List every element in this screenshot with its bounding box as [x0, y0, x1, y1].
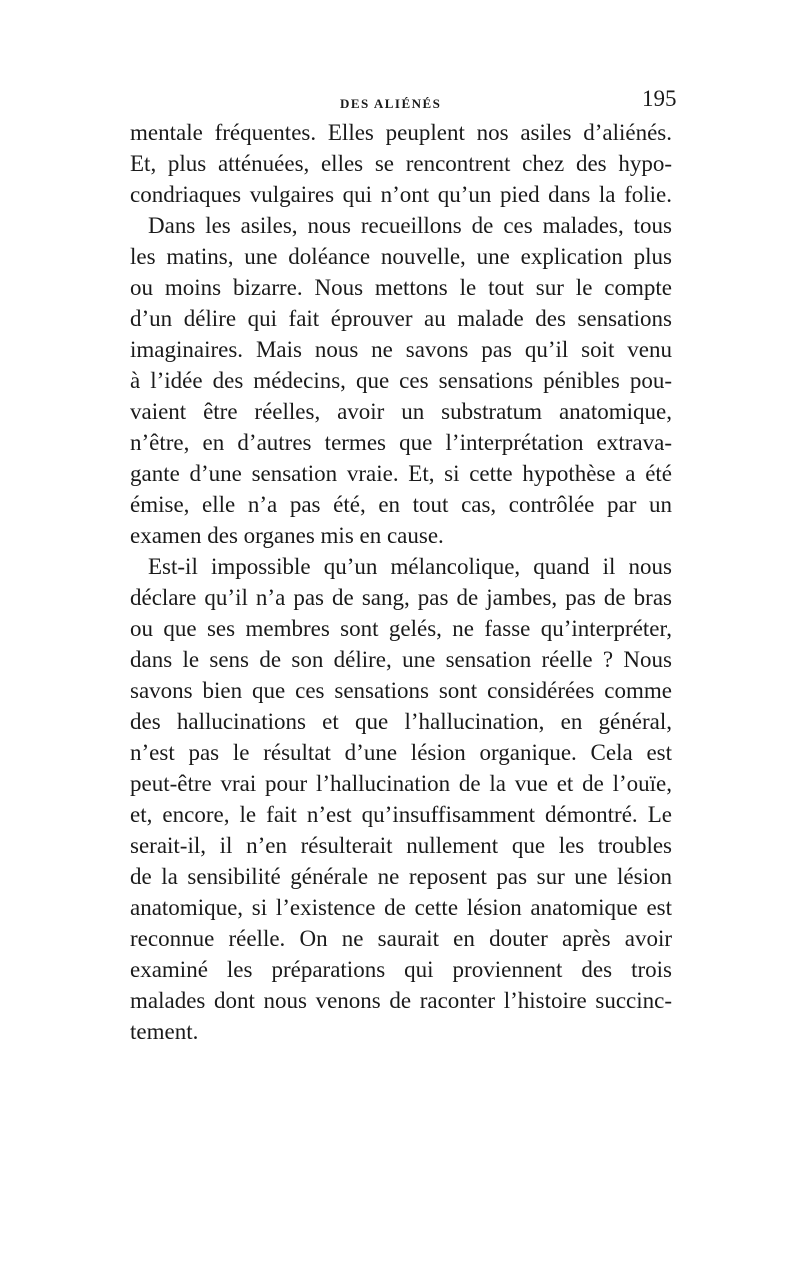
text-line: examiné les préparations qui proviennent des trois [130, 957, 672, 982]
text-line: ou moins bizarre. Nous mettons le tout sur le compte [130, 275, 672, 300]
text-line: mentale fréquentes. Elles peuplent nos asiles d’aliénés. [130, 120, 672, 145]
text-line: n’être, en d’autres termes que l’interprétation extrava- [130, 430, 672, 455]
text-line: peut-être vrai pour l’hallucination de la vue et de l’ouïe, [130, 771, 672, 796]
text-line: reconnue réelle. On ne saurait en douter après avoir [130, 926, 672, 951]
text-line: déclare qu’il n’a pas de sang, pas de jambes, pas de bras [130, 585, 672, 610]
text-line: ou que ses membres sont gelés, ne fasse qu’interpréter, [130, 616, 672, 641]
text-line: dans le sens de son délire, une sensation réelle ? Nous [130, 647, 672, 672]
text-line: condriaques vulgaires qui n’ont qu’un pied dans la folie. [130, 182, 672, 207]
text-line: et, encore, le fait n’est qu’insuffisamment démontré. Le [130, 802, 672, 827]
page-number: 195 [642, 86, 677, 111]
text-line: les matins, une doléance nouvelle, une explication plus [130, 244, 672, 269]
paragraph-start-line: Dans les asiles, nous recueillons de ces malades, tous [148, 213, 672, 238]
text-line: des hallucinations et que l’hallucination, en général, [130, 709, 672, 734]
paragraph-end-line: examen des organes mis en cause. [130, 523, 444, 548]
text-line: d’un délire qui fait éprouver au malade des sensations [130, 306, 672, 331]
body-text [130, 117, 672, 1047]
text-line: émise, elle n’a pas été, en tout cas, contrôlée par un [130, 492, 672, 517]
text-line: de la sensibilité générale ne reposent pas sur une lésion [130, 864, 672, 889]
text-line: serait-il, il n’en résulterait nullement que les troubles [130, 833, 672, 858]
text-line: malades dont nous venons de raconter l’histoire succinc- [130, 988, 672, 1013]
text-line: n’est pas le résultat d’une lésion organique. Cela est [130, 740, 672, 765]
text-line: anatomique, si l’existence de cette lésion anatomique est [130, 895, 672, 920]
text-line: imaginaires. Mais nous ne savons pas qu’il soit venu [130, 337, 672, 362]
text-line: vaient être réelles, avoir un substratum anatomique, [130, 399, 672, 424]
running-head: DES ALIÉNÉS [340, 96, 442, 111]
text-line: Et, plus atténuées, elles se rencontrent chez des hypo- [130, 151, 672, 176]
paragraph-start-line: Est-il impossible qu’un mélancolique, quand il nous [148, 554, 672, 579]
paragraph-end-line: tement. [130, 1019, 199, 1044]
text-line: à l’idée des médecins, que ces sensations pénibles pou- [130, 368, 672, 393]
text-line: gante d’une sensation vraie. Et, si cette hypothèse a été [130, 461, 672, 486]
text-line: savons bien que ces sensations sont considérées comme [130, 678, 672, 703]
